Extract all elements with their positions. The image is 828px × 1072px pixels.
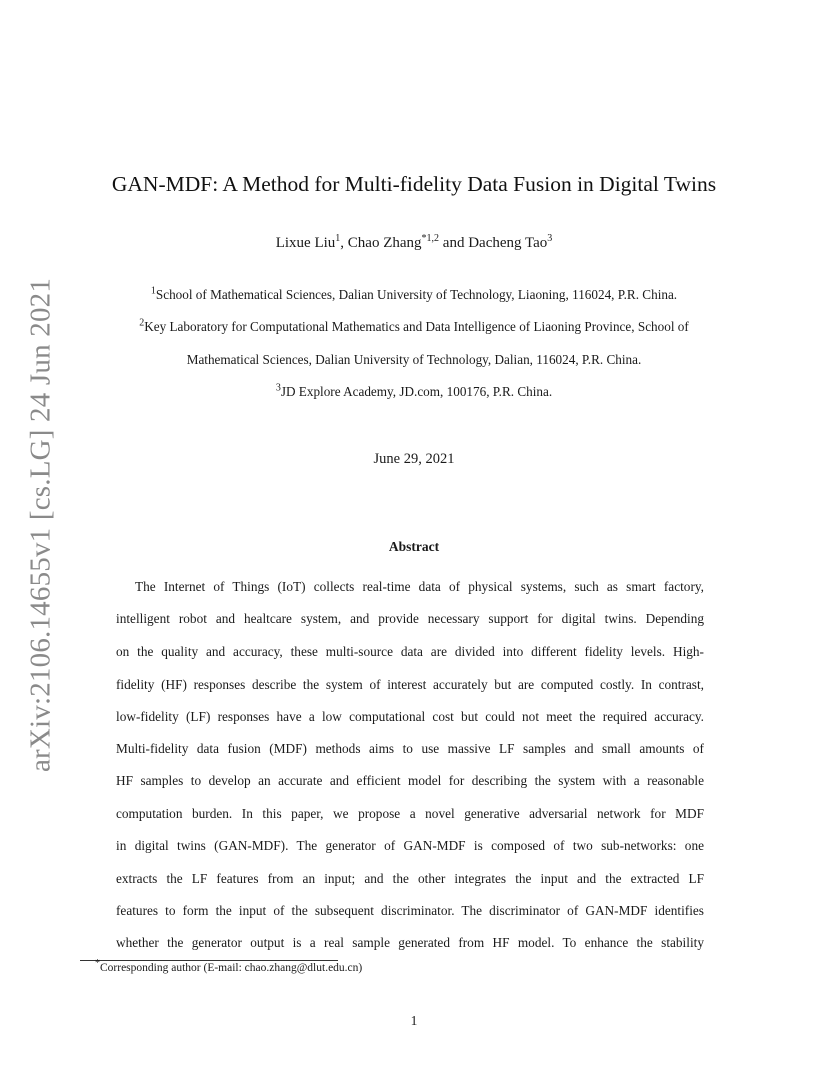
affiliation-mark: 1	[150, 285, 156, 297]
author-affiliation-mark: 1	[335, 233, 341, 244]
abstract-line: HF samples to develop an accurate and efficient model for describing the system with a reasonable	[116, 773, 704, 788]
affiliation-text: School of Mathematical Sciences, Dalian University of Technology, Liaoning, 116024, P.R. China.	[155, 287, 678, 302]
abstract-line: features to form the input of the subsequent discriminator. The discriminator of GAN-MDF identifies	[116, 903, 704, 918]
arxiv-identifier: arXiv:2106.14655v1 [cs.LG] 24 Jun 2021	[24, 277, 57, 773]
author-name: Dacheng Tao	[468, 235, 548, 251]
affiliation-text: Mathematical Sciences, Dalian University of Technology, Dalian, 116024, P.R. China.	[186, 352, 642, 367]
footnote-divider	[80, 960, 338, 961]
abstract-line: on the quality and accuracy, these multi-source data are divided into different fidelity levels. High-	[116, 644, 704, 659]
affiliation-text: Key Laboratory for Computational Mathematics and Data Intelligence of Liaoning Province, School of	[144, 319, 689, 334]
author-conjunction: and	[442, 235, 465, 251]
abstract-line: The Internet of Things (IoT) collects real-time data of physical systems, such as smart factory,	[135, 579, 704, 594]
author-list: Lixue Liu$^1$, Chao Zhang$^{*1,2}$ and Dacheng Tao$^3$	[275, 233, 553, 251]
abstract-line: low-fidelity (LF) responses have a low computational cost but could not meet the required accuracy.	[116, 709, 704, 724]
footnote-mark: *	[95, 958, 100, 970]
author-affiliation-mark: *1,2	[421, 233, 440, 244]
page-number: 1	[410, 1013, 418, 1028]
abstract-line: fidelity (HF) responses describe the system of interest accurately but are computed costly. In contrast,	[116, 677, 704, 692]
abstract-line: whether the generator output is a real sample generated from HF model. To enhance the stability	[116, 935, 704, 950]
affiliation-mark: 3	[275, 382, 281, 394]
author-name: Chao Zhang	[347, 235, 422, 251]
affiliation	[0, 384, 828, 400]
affiliation-mark: 2	[139, 317, 145, 329]
author-name: Lixue Liu	[275, 235, 336, 251]
paper-title: GAN-MDF: A Method for Multi-fidelity Data Fusion in Digital Twins	[111, 172, 717, 196]
abstract-line: in digital twins (GAN-MDF). The generator of GAN-MDF is composed of two sub-networks: one	[116, 838, 704, 853]
abstract-line: Multi-fidelity data fusion (MDF) methods aims to use massive LF samples and small amounts of	[116, 741, 704, 756]
affiliation	[0, 352, 828, 368]
affiliation	[0, 319, 828, 335]
abstract-line: computation burden. In this paper, we propose a novel generative adversarial network for MDF	[116, 806, 704, 821]
footnote	[95, 958, 363, 974]
affiliation	[0, 287, 828, 303]
abstract-line: intelligent robot and healtcare system, and provide necessary support for digital twins. Depending	[116, 611, 704, 626]
footnote-text: Corresponding author (E-mail: chao.zhang@dlut.edu.cn)	[100, 962, 363, 974]
affiliation-text: JD Explore Academy, JD.com, 100176, P.R. China.	[280, 384, 553, 399]
publication-date: June 29, 2021	[373, 451, 455, 467]
author-affiliation-mark: 3	[547, 233, 553, 244]
abstract-line: extracts the LF features from an input; and the other integrates the input and the extracted LF	[116, 871, 704, 886]
abstract-heading: Abstract	[388, 539, 440, 554]
